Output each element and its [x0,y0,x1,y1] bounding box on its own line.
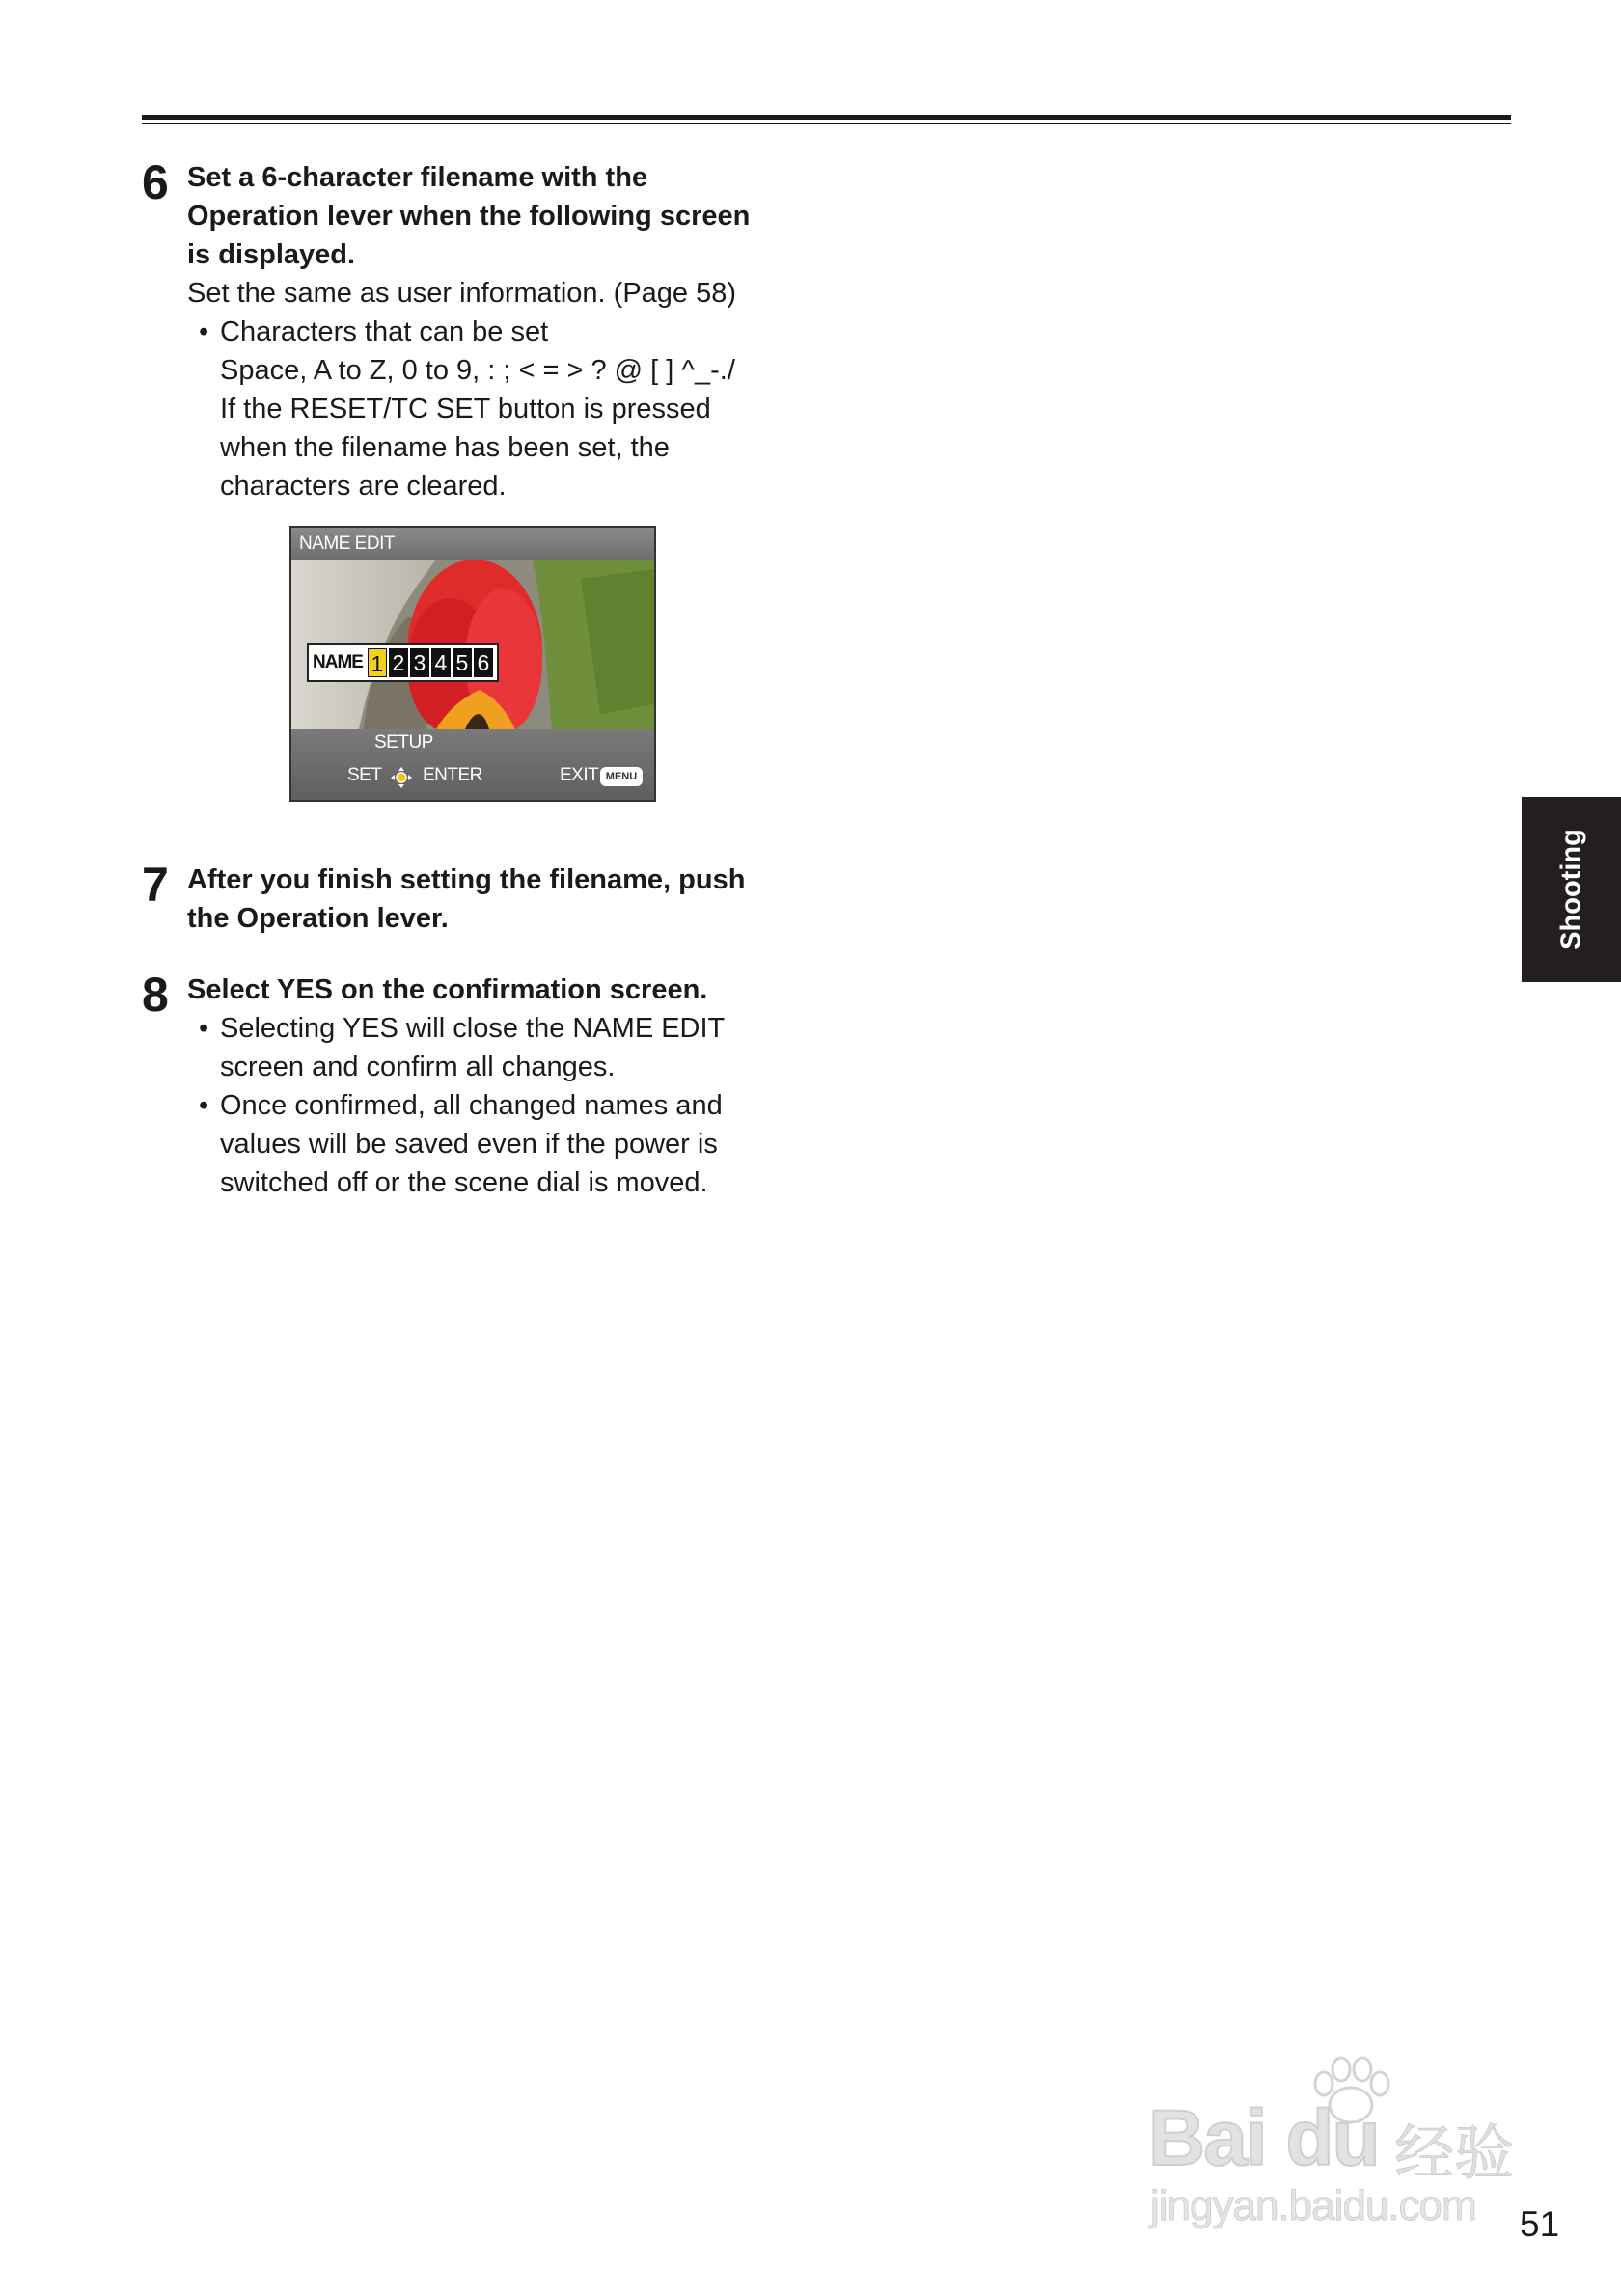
baidu-watermark [1148,2055,1534,2238]
header-rule-thick [142,115,1511,120]
watermark-brand: Bai du [1148,2094,1379,2182]
camera-screen-footer [291,729,654,800]
filename-entry-box[interactable] [307,643,499,682]
bullet-item [187,313,805,506]
step-number: 6 [142,155,169,209]
enter-label: ENTER [423,765,482,785]
camera-screen-title: NAME EDIT [291,528,654,560]
bullet-dot: • [199,316,209,347]
filename-char-2[interactable]: 2 [389,648,408,677]
watermark-chinese: 经验 [1394,2120,1515,2187]
section-tab-label: Shooting [1555,829,1586,950]
filename-char-6[interactable]: 6 [474,648,493,677]
step-heading: Select YES on the confirmation screen. [187,974,708,1005]
setup-label: SETUP [374,732,433,752]
set-label: SET [347,765,382,785]
bullet-line: If the RESET/TC SET button is pressed [220,394,711,424]
header-rule-thin [142,123,1511,124]
bullet-line: screen and confirm all changes. [220,1052,616,1082]
bullet-line: values will be saved even if the power is [220,1129,718,1160]
bullet-line: characters are cleared. [220,471,507,502]
bullet-line: switched off or the scene dial is moved. [220,1167,708,1198]
step-heading-line: Set a 6-character filename with the [187,162,648,193]
bullet-dot: • [199,1013,209,1044]
bullet-line: Once confirmed, all changed names and [220,1090,723,1121]
bullet-line: Selecting YES will close the NAME EDIT [220,1013,726,1044]
bullet-line: when the filename has been set, the [220,432,670,463]
bullet-item [187,1086,805,1202]
step-note: Set the same as user information. (Page 58) [187,278,737,309]
step-heading-line: Operation lever when the following screen [187,201,751,232]
bullet-line: Space, A to Z, 0 to 9, : ; < = > ? @ [ ] ^_-./ [220,355,735,386]
filename-char-4[interactable]: 4 [431,648,451,677]
filename-char-1[interactable]: 1 [368,648,387,677]
menu-button-icon: MENU [600,767,643,786]
step-number: 8 [142,968,169,1022]
step-heading-line: the Operation lever. [187,903,449,934]
operation-lever-icon [390,766,413,789]
bullet-line: Characters that can be set [220,316,549,347]
filename-char-3[interactable]: 3 [410,648,429,677]
bullet-item [187,1009,805,1086]
section-tab-shooting [1522,797,1621,982]
step-heading-line: After you finish setting the filename, push [187,864,746,895]
step-number: 7 [142,858,169,912]
page-number: 51 [1520,2204,1560,2244]
filename-char-5[interactable]: 5 [453,648,472,677]
step-heading-line: is displayed. [187,239,356,270]
name-label: NAME [313,652,363,672]
camera-name-edit-screen [289,526,656,802]
exit-label: EXIT [560,765,599,785]
watermark-url: jingyan.baidu.com [1150,2182,1476,2229]
bullet-dot: • [199,1090,209,1121]
